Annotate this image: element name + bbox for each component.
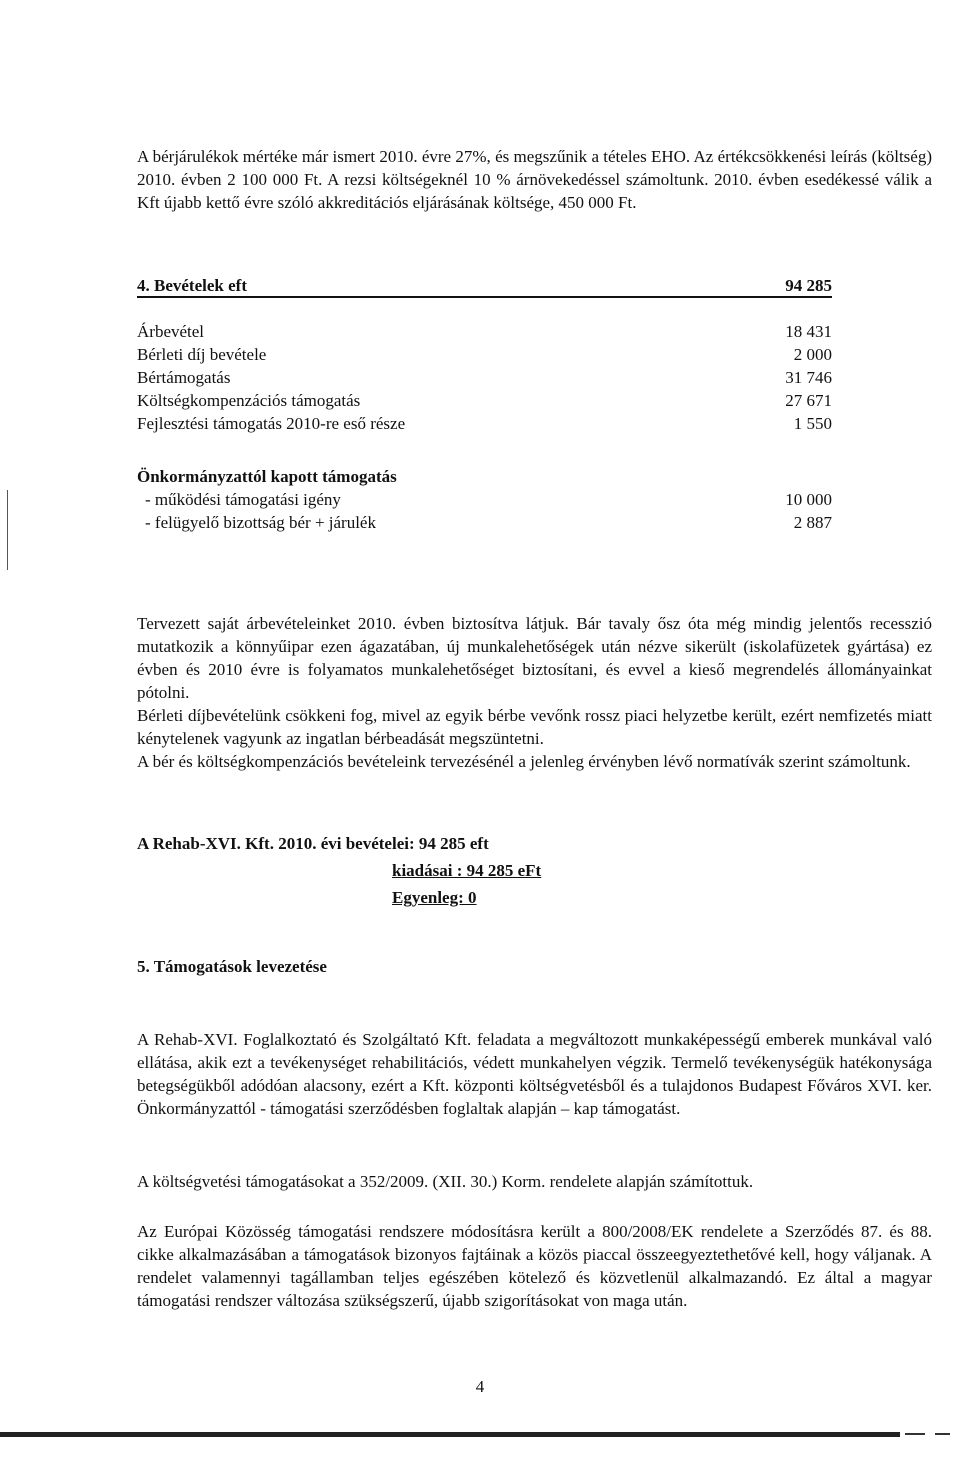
footer-rule xyxy=(0,1432,900,1437)
summary-balance: Egyenleg: 0 xyxy=(392,888,477,907)
support-value: 10 000 xyxy=(785,490,832,509)
section-5-title: 5. Támogatások levezetése xyxy=(137,957,327,976)
summary-expenses: kiadásai : 94 285 eFt xyxy=(392,861,542,880)
revenue-explanation xyxy=(137,612,932,773)
section-4-title: 4. Bevételek eft xyxy=(137,276,247,295)
revenue-value: 18 431 xyxy=(785,322,832,341)
municipal-support-heading: Önkormányzattól kapott támogatás xyxy=(137,467,397,486)
revenue-row xyxy=(137,366,832,389)
revenue-label: Árbevétel xyxy=(137,322,205,341)
section-5-paragraph: A költségvetési támogatásokat a 352/2009. (XII. 30.) Korm. rendelete alapján számítottuk. xyxy=(137,1172,754,1191)
support-row xyxy=(137,488,832,511)
revenue-row xyxy=(137,320,832,343)
revenue-row xyxy=(137,389,832,412)
revenue-table xyxy=(137,320,832,435)
revenue-row xyxy=(137,412,832,435)
intro-paragraph: A bérjárulékok mértéke már ismert 2010. évre 27%, és megszűnik a tételes EHO. Az értékcsökkenési leírás (költség) 2010. évben 2 100 000 Ft. A rezsi költségeknél 10 % árnövekedéssel számoltunk. 2010. évben esedékessé válik a Kft újabb kettő évre szóló akkreditációs eljárásának költsége, 450 000 Ft. xyxy=(137,147,932,212)
revenue-label: Bérleti díj bevétele xyxy=(137,345,267,364)
revenue-label: Fejlesztési támogatás 2010-re eső része xyxy=(137,414,406,433)
paragraph: A bér és költségkompenzációs bevételeink tervezésénél a jelenleg érvényben lévő normatívák szerint számoltunk. xyxy=(137,752,911,771)
support-value: 2 887 xyxy=(793,513,832,532)
section-5-paragraph: Az Európai Közösség támogatási rendszere módosításra került a 800/2008/EK rendelete a Szerződés 87. és 88. cikke alkalmazásában a támogatások bizonyos fajtáinak a közös piaccal összeegyeztethetővé kell, hogy váljanak. A rendelet valamennyi tagállamban teljes egészében kötelező és közvetlenül alkalmazandó. Ez által a magyar támogatási rendszer változása szükségszerű, újabb szigorításokat von maga után. xyxy=(137,1222,932,1310)
revenue-row xyxy=(137,343,832,366)
revenue-value: 31 746 xyxy=(785,368,832,387)
support-label: - felügyelő bizottság bér + járulék xyxy=(145,513,376,532)
footer-dash xyxy=(935,1433,950,1435)
section-5-paragraph: A Rehab-XVI. Foglalkoztató és Szolgáltató Kft. feladata a megváltozott munkaképességű emberek munkával való ellátása, akik ezt a tevékenységet rehabilitációs, védett munkahelyen végzik. Termelő tevékenységük hatékonysága betegségükből adódóan alacsony, ezért a Kft. központi költségvetésből és a tulajdonos Budapest Főváros XVI. ker. Önkormányzattól - támogatási szerződésben foglaltak alapján – kap támogatást. xyxy=(137,1030,932,1118)
section-4-total: 94 285 xyxy=(785,276,832,295)
revenue-label: Bértámogatás xyxy=(137,368,231,387)
section-4-heading xyxy=(137,274,832,298)
footer-dash xyxy=(905,1433,925,1435)
scan-margin-line xyxy=(7,490,8,570)
paragraph: Tervezett saját árbevételeinket 2010. évben biztosítva látjuk. Bár tavaly ősz óta még mindig jelentős recesszió mutatkozik a könnyűipar ezen ágazatában, új munkalehetőségek után nézve sikerült (iskolafüzetek gyártása) ez évben és 2010 évre is folyamatos munkalehetőséget biztosítani, és evvel a kieső megrendelés állományainkat pótolni. xyxy=(137,614,932,702)
page-number: 4 xyxy=(475,1377,485,1396)
revenue-label: Költségkompenzációs támogatás xyxy=(137,391,361,410)
support-label: - működési támogatási igény xyxy=(145,490,341,509)
revenue-value: 1 550 xyxy=(793,414,832,433)
support-row xyxy=(137,511,832,534)
paragraph: Bérleti díjbevételünk csökkeni fog, mivel az egyik bérbe vevőnk rossz piaci helyzetbe került, ezért nemfizetés miatt kénytelenek vagyunk az ingatlan bérbeadását megszüntetni. xyxy=(137,706,932,748)
summary-revenue: A Rehab-XVI. Kft. 2010. évi bevételei: 94 285 eft xyxy=(137,834,489,853)
revenue-value: 2 000 xyxy=(793,345,832,364)
municipal-support xyxy=(137,465,832,534)
revenue-value: 27 671 xyxy=(785,391,832,410)
